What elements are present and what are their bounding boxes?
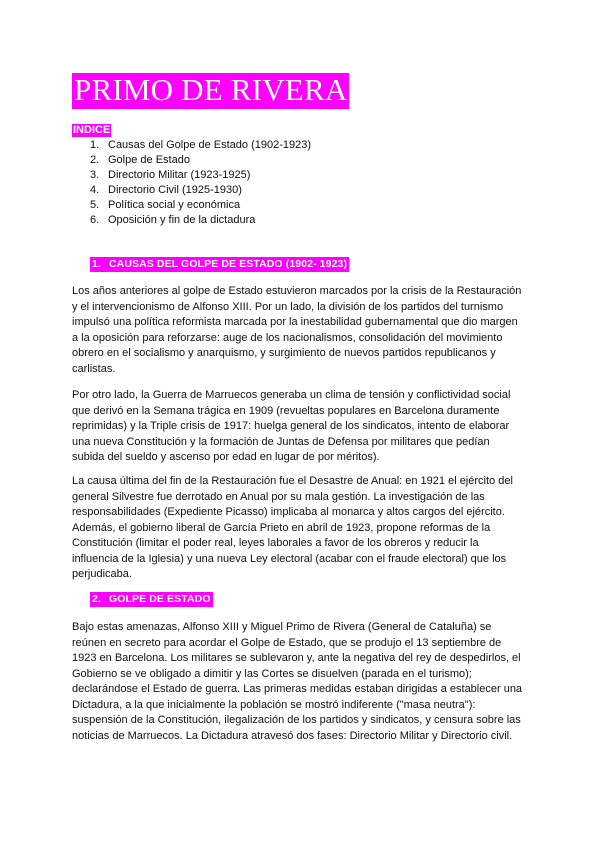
toc-item: 5. Política social y económica xyxy=(90,199,241,211)
section-heading-coup: 2. GOLPE DE ESTADO xyxy=(92,593,211,605)
toc-item-label: Política social y económica xyxy=(108,199,241,211)
page-title: PRIMO DE RIVERA xyxy=(74,72,348,107)
toc-item-label: Directorio Civil (1925-1930) xyxy=(108,184,242,196)
toc-item: 1. Causas del Golpe de Estado (1902-1923) xyxy=(90,139,312,151)
paragraph: Los años anteriores al golpe de Estado estuvieron marcados por la crisis de la Restauración y el intervencionismo de Alfonso XIII. Por un lado, la división de los partidos del turnismo impulsó una política reformista marcada por la inestabilidad gubernamental que dio margen a la oposición para reforzarse: auge de los nacionalismos, consolidación del movimiento obrero en el socialismo y anarquismo, y surgimiento de nuevos partidos republicanos y carlistas. xyxy=(72,285,522,375)
paragraph: Por otro lado, la Guerra de Marruecos generaba un clima de tensión y conflictividad social que derivó en la Semana trágica en 1909 (revueltas populares en Barcelona duramente reprimidas) y la Triple crisis de 1917: huelga general de los sindicatos, intento de elaborar una nueva Constitución y la formación de Juntas de Defensa por militares que pedían subida del sueldo y ascenso por edad en lugar de por méritos). xyxy=(72,389,511,463)
toc-item-label: Causas del Golpe de Estado (1902-1923) xyxy=(108,139,312,151)
toc-item-label: Oposición y fin de la dictadura xyxy=(108,214,256,226)
toc-item: 4. Directorio Civil (1925-1930) xyxy=(90,184,242,196)
index-label: INDICE xyxy=(73,124,111,136)
section-heading-causes: 1. CAUSAS DEL GOLPE DE ESTADO (1902- 1923) xyxy=(92,258,348,270)
paragraph: Bajo estas amenazas, Alfonso XIII y Miguel Primo de Rivera (General de Cataluña) se reúnen en secreto para acordar el Golpe de Estado, que se produjo el 13 septiembre de 1923 en Barcelona. Los militares se sublevaron y, ante la negativa del rey de despedirlos, el Gobierno se ve obligado a dimitir y las Cortes se disuelven (parada en el turismo); declarándose el Estado de guerra. Las primeras medidas estaban dirigidas a establecer una Dictadura, a la que inicialmente la población se mostró indiferente ("masa neutra"): suspensión de la Constitución, ilegalización de los partidos y sindicatos, y censura sobre las noticias de Marruecos. La Dictadura atravesó dos fases: Directorio Militar y Directorio civil. xyxy=(72,621,523,742)
toc-item: 3. Directorio Militar (1923-1925) xyxy=(90,169,251,181)
toc-item-label: Golpe de Estado xyxy=(108,154,190,166)
toc-item: 2. Golpe de Estado xyxy=(90,154,190,166)
toc-item-label: Directorio Militar (1923-1925) xyxy=(108,169,251,181)
table-of-contents xyxy=(90,138,311,228)
toc-item: 6. Oposición y fin de la dictadura xyxy=(90,214,256,226)
paragraph: La causa última del fin de la Restauración fue el Desastre de Anual: en 1921 el ejército del general Silvestre fue derrotado en Anual por su mala gestión. La investigación de las responsabilidades (Expediente Picasso) implicaba al monarca y altos cargos del ejército. Además, el gobierno liberal de García Prieto en abril de 1923, propone reformas de la Constitución (limitar el poder real, leyes laborales a favor de los obreros y reducir la influencia de la Iglesia) y una nueva Ley electoral (acabar con el fraude electoral) que los perjudicaba. xyxy=(72,475,513,580)
